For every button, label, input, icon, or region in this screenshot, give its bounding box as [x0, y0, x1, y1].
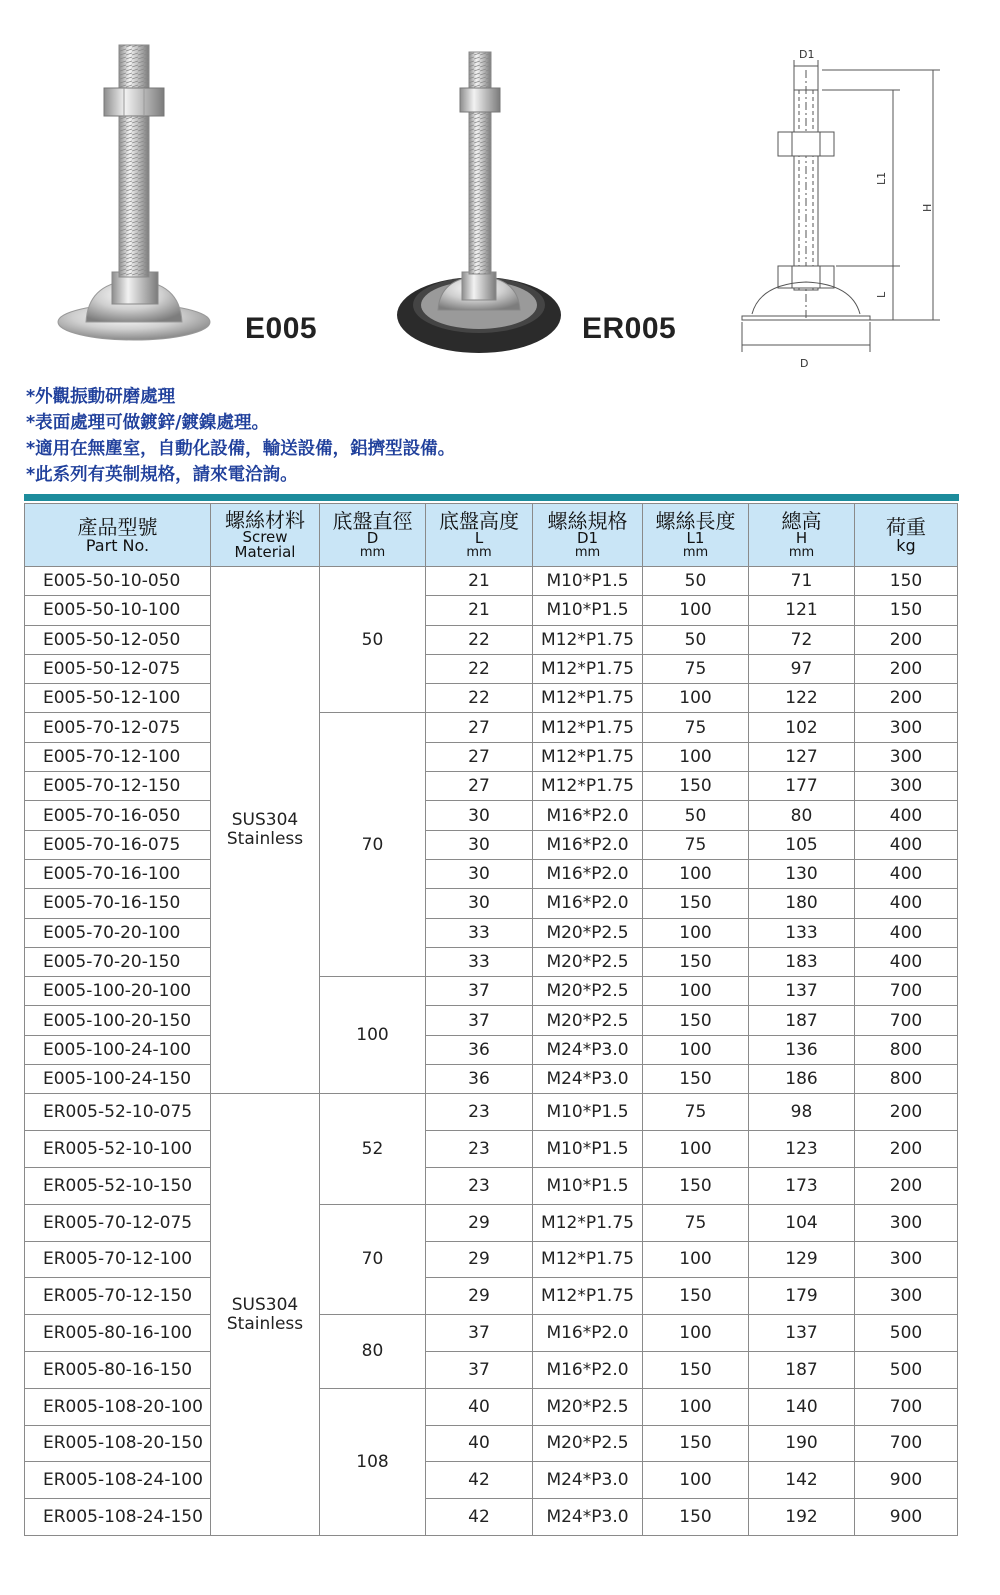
- table-row: [25, 1315, 958, 1352]
- cell-total-height: 133: [749, 918, 855, 947]
- table-row: [25, 918, 958, 947]
- diagram-label-d1: D1: [799, 48, 815, 61]
- table-header-row: [25, 504, 958, 567]
- cell-thread-spec: M16*P2.0: [533, 830, 643, 859]
- cell-thread-spec: M20*P2.5: [533, 1388, 643, 1425]
- cell-part-no: E005-70-16-075: [25, 830, 211, 859]
- table-row: [25, 567, 958, 596]
- cell-thread-spec: M16*P2.0: [533, 889, 643, 918]
- cell-part-no: E005-70-12-100: [25, 742, 211, 771]
- cell-part-no: E005-70-16-150: [25, 889, 211, 918]
- cell-base-height: 37: [426, 1006, 533, 1035]
- cell-thread-length: 75: [643, 1094, 749, 1131]
- cell-total-height: 140: [749, 1388, 855, 1425]
- er005-photo: [397, 52, 561, 353]
- spec-table: [24, 503, 958, 1536]
- cell-total-height: 187: [749, 1006, 855, 1035]
- cell-load: 900: [855, 1462, 958, 1499]
- table-row: [25, 1388, 958, 1425]
- cell-thread-spec: M16*P2.0: [533, 801, 643, 830]
- cell-part-no: ER005-70-12-100: [25, 1241, 211, 1278]
- table-row: [25, 1065, 958, 1094]
- cell-base-diameter: 70: [320, 1204, 426, 1314]
- cell-thread-spec: M20*P2.5: [533, 977, 643, 1006]
- cell-base-height: 30: [426, 859, 533, 888]
- header-total-height: 總高 H mm: [749, 504, 855, 567]
- cell-thread-spec: M24*P3.0: [533, 1462, 643, 1499]
- cell-total-height: 137: [749, 977, 855, 1006]
- cell-load: 400: [855, 801, 958, 830]
- cell-thread-spec: M16*P2.0: [533, 1315, 643, 1352]
- cell-thread-length: 150: [643, 1351, 749, 1388]
- cell-part-no: E005-50-10-100: [25, 596, 211, 625]
- cell-thread-length: 150: [643, 947, 749, 976]
- cell-total-height: 72: [749, 625, 855, 654]
- cell-part-no: E005-50-12-100: [25, 684, 211, 713]
- diagram-label-h: H: [921, 203, 934, 212]
- cell-thread-spec: M10*P1.5: [533, 596, 643, 625]
- table-row: [25, 830, 958, 859]
- cell-load: 300: [855, 772, 958, 801]
- cell-load: 200: [855, 1094, 958, 1131]
- cell-thread-length: 150: [643, 1499, 749, 1536]
- header-base-diameter: 底盤直徑 D mm: [320, 504, 426, 567]
- cell-base-height: 29: [426, 1204, 533, 1241]
- cell-base-height: 40: [426, 1425, 533, 1462]
- cell-part-no: E005-70-20-150: [25, 947, 211, 976]
- cell-base-height: 21: [426, 596, 533, 625]
- cell-load: 700: [855, 1425, 958, 1462]
- cell-total-height: 122: [749, 684, 855, 713]
- cell-thread-length: 150: [643, 772, 749, 801]
- cell-thread-length: 100: [643, 1035, 749, 1064]
- cell-load: 200: [855, 625, 958, 654]
- table-body: [25, 567, 958, 1536]
- cell-thread-spec: M16*P2.0: [533, 1351, 643, 1388]
- diagram-label-l1: L1: [875, 171, 888, 185]
- header-base-height: 底盤高度 L mm: [426, 504, 533, 567]
- cell-base-height: 33: [426, 918, 533, 947]
- cell-load: 200: [855, 684, 958, 713]
- cell-load: 300: [855, 713, 958, 742]
- cell-base-height: 30: [426, 801, 533, 830]
- cell-part-no: ER005-108-24-150: [25, 1499, 211, 1536]
- cell-part-no: E005-100-20-150: [25, 1006, 211, 1035]
- cell-base-height: 23: [426, 1167, 533, 1204]
- cell-part-no: E005-50-12-050: [25, 625, 211, 654]
- cell-load: 500: [855, 1315, 958, 1352]
- cell-part-no: E005-50-12-075: [25, 654, 211, 683]
- cell-thread-length: 150: [643, 1006, 749, 1035]
- cell-thread-spec: M10*P1.5: [533, 1131, 643, 1168]
- material-line2: Stainless: [226, 1313, 304, 1334]
- cell-part-no: E005-100-20-100: [25, 977, 211, 1006]
- cell-thread-length: 50: [643, 801, 749, 830]
- cell-load: 150: [855, 567, 958, 596]
- table-row: [25, 859, 958, 888]
- cell-base-diameter: 100: [320, 977, 426, 1094]
- header-thread-length: 螺絲長度 L1 mm: [643, 504, 749, 567]
- cell-base-diameter: 70: [320, 713, 426, 977]
- cell-base-diameter: 80: [320, 1315, 426, 1389]
- diagram-label-l: L: [875, 291, 888, 298]
- header-load: 荷重 kg: [855, 504, 958, 567]
- cell-part-no: E005-70-16-050: [25, 801, 211, 830]
- cell-thread-spec: M12*P1.75: [533, 625, 643, 654]
- cell-base-height: 23: [426, 1094, 533, 1131]
- cell-part-no: ER005-108-20-150: [25, 1425, 211, 1462]
- table-row: [25, 977, 958, 1006]
- table-row: [25, 801, 958, 830]
- cell-thread-length: 100: [643, 1131, 749, 1168]
- cell-thread-spec: M24*P3.0: [533, 1065, 643, 1094]
- cell-base-diameter: 52: [320, 1094, 426, 1204]
- table-row: [25, 1035, 958, 1064]
- cell-total-height: 136: [749, 1035, 855, 1064]
- diagram-label-d: D: [800, 357, 809, 370]
- cell-base-height: 21: [426, 567, 533, 596]
- cell-total-height: 97: [749, 654, 855, 683]
- cell-total-height: 187: [749, 1351, 855, 1388]
- note-plating: *表面處理可做鍍鋅/鍍鎳處理。: [26, 413, 270, 433]
- table-row: [25, 713, 958, 742]
- material-line1: SUS304: [231, 810, 299, 831]
- cell-thread-spec: M20*P2.5: [533, 1006, 643, 1035]
- cell-base-height: 29: [426, 1241, 533, 1278]
- cell-part-no: E005-100-24-150: [25, 1065, 211, 1094]
- cell-thread-spec: M12*P1.75: [533, 713, 643, 742]
- cell-thread-spec: M20*P2.5: [533, 947, 643, 976]
- cell-base-height: 30: [426, 889, 533, 918]
- table-row: [25, 1462, 958, 1499]
- cell-part-no: E005-70-20-100: [25, 918, 211, 947]
- cell-thread-spec: M12*P1.75: [533, 1278, 643, 1315]
- table-row: [25, 1131, 958, 1168]
- note-imperial: *此系列有英制規格，請來電洽詢。: [26, 465, 298, 485]
- cell-thread-length: 100: [643, 977, 749, 1006]
- cell-thread-length: 50: [643, 567, 749, 596]
- cell-part-no: E005-100-24-100: [25, 1035, 211, 1064]
- cell-thread-spec: M12*P1.75: [533, 742, 643, 771]
- cell-load: 700: [855, 1388, 958, 1425]
- cell-part-no: ER005-52-10-100: [25, 1131, 211, 1168]
- cell-thread-length: 100: [643, 684, 749, 713]
- cell-total-height: 71: [749, 567, 855, 596]
- cell-total-height: 192: [749, 1499, 855, 1536]
- cell-thread-length: 75: [643, 830, 749, 859]
- cell-load: 150: [855, 596, 958, 625]
- header-material: 螺絲材料 Screw Material: [211, 504, 320, 567]
- header-part-no: 產品型號 Part No.: [25, 504, 211, 567]
- cell-thread-spec: M12*P1.75: [533, 684, 643, 713]
- cell-thread-spec: M12*P1.75: [533, 772, 643, 801]
- cell-base-height: 42: [426, 1499, 533, 1536]
- cell-base-height: 37: [426, 977, 533, 1006]
- cell-base-height: 22: [426, 654, 533, 683]
- product-photos: [0, 0, 1000, 375]
- cell-load: 700: [855, 977, 958, 1006]
- cell-base-height: 23: [426, 1131, 533, 1168]
- cell-total-height: 104: [749, 1204, 855, 1241]
- cell-part-no: E005-70-12-075: [25, 713, 211, 742]
- cell-total-height: 173: [749, 1167, 855, 1204]
- cell-base-height: 22: [426, 625, 533, 654]
- table-row: [25, 1006, 958, 1035]
- cell-base-height: 36: [426, 1065, 533, 1094]
- cell-thread-length: 50: [643, 625, 749, 654]
- cell-total-height: 137: [749, 1315, 855, 1352]
- cell-part-no: ER005-52-10-075: [25, 1094, 211, 1131]
- cell-thread-spec: M12*P1.75: [533, 1204, 643, 1241]
- cell-load: 300: [855, 1241, 958, 1278]
- table-row: [25, 1094, 958, 1131]
- cell-base-height: 42: [426, 1462, 533, 1499]
- cell-total-height: 179: [749, 1278, 855, 1315]
- cell-load: 300: [855, 1278, 958, 1315]
- cell-load: 500: [855, 1351, 958, 1388]
- cell-total-height: 80: [749, 801, 855, 830]
- cell-total-height: 186: [749, 1065, 855, 1094]
- cell-part-no: E005-50-10-050: [25, 567, 211, 596]
- cell-base-diameter: 50: [320, 567, 426, 713]
- cell-load: 400: [855, 859, 958, 888]
- feature-notes: [26, 384, 455, 488]
- cell-thread-length: 75: [643, 713, 749, 742]
- table-row: [25, 1351, 958, 1388]
- cell-load: 200: [855, 1167, 958, 1204]
- cell-material: [211, 1094, 320, 1536]
- cell-total-height: 105: [749, 830, 855, 859]
- table-row: [25, 1241, 958, 1278]
- cell-part-no: ER005-70-12-150: [25, 1278, 211, 1315]
- product-illustrations: [0, 0, 1000, 375]
- table-row: [25, 742, 958, 771]
- dimension-drawing: [742, 60, 940, 352]
- cell-base-height: 36: [426, 1035, 533, 1064]
- cell-thread-spec: M12*P1.75: [533, 654, 643, 683]
- cell-load: 400: [855, 947, 958, 976]
- cell-part-no: E005-70-12-150: [25, 772, 211, 801]
- table-row: [25, 625, 958, 654]
- cell-load: 900: [855, 1499, 958, 1536]
- cell-load: 400: [855, 889, 958, 918]
- table-row: [25, 772, 958, 801]
- cell-thread-length: 150: [643, 1167, 749, 1204]
- cell-base-height: 27: [426, 772, 533, 801]
- cell-total-height: 190: [749, 1425, 855, 1462]
- cell-total-height: 183: [749, 947, 855, 976]
- cell-total-height: 123: [749, 1131, 855, 1168]
- note-finish: *外觀振動研磨處理: [26, 387, 176, 407]
- table-row: [25, 1499, 958, 1536]
- cell-load: 400: [855, 918, 958, 947]
- cell-base-height: 33: [426, 947, 533, 976]
- table-row: [25, 1204, 958, 1241]
- table-row: [25, 1167, 958, 1204]
- cell-thread-spec: M10*P1.5: [533, 1167, 643, 1204]
- e005-label: E005: [245, 312, 318, 345]
- cell-thread-length: 100: [643, 1241, 749, 1278]
- cell-thread-length: 100: [643, 918, 749, 947]
- cell-thread-spec: M24*P3.0: [533, 1499, 643, 1536]
- cell-part-no: ER005-108-20-100: [25, 1388, 211, 1425]
- cell-load: 200: [855, 654, 958, 683]
- cell-total-height: 98: [749, 1094, 855, 1131]
- cell-part-no: ER005-80-16-100: [25, 1315, 211, 1352]
- cell-total-height: 180: [749, 889, 855, 918]
- cell-thread-spec: M16*P2.0: [533, 859, 643, 888]
- cell-part-no: ER005-80-16-150: [25, 1351, 211, 1388]
- table-row: [25, 889, 958, 918]
- cell-thread-length: 100: [643, 1462, 749, 1499]
- table-row: [25, 684, 958, 713]
- table-top-bar: [24, 494, 959, 501]
- cell-base-height: 37: [426, 1315, 533, 1352]
- cell-thread-spec: M24*P3.0: [533, 1035, 643, 1064]
- cell-base-height: 30: [426, 830, 533, 859]
- cell-thread-length: 75: [643, 654, 749, 683]
- cell-base-height: 37: [426, 1351, 533, 1388]
- er005-label: ER005: [582, 312, 677, 345]
- cell-thread-length: 150: [643, 1065, 749, 1094]
- cell-total-height: 102: [749, 713, 855, 742]
- cell-total-height: 129: [749, 1241, 855, 1278]
- cell-load: 700: [855, 1006, 958, 1035]
- note-applications: *適用在無塵室，自動化設備，輸送設備，鋁擠型設備。: [26, 439, 456, 459]
- cell-base-height: 40: [426, 1388, 533, 1425]
- cell-total-height: 121: [749, 596, 855, 625]
- cell-part-no: ER005-108-24-100: [25, 1462, 211, 1499]
- cell-base-height: 29: [426, 1278, 533, 1315]
- cell-thread-spec: M10*P1.5: [533, 567, 643, 596]
- cell-load: 800: [855, 1065, 958, 1094]
- cell-material: [211, 567, 320, 1094]
- table-row: [25, 947, 958, 976]
- cell-total-height: 142: [749, 1462, 855, 1499]
- cell-thread-length: 100: [643, 596, 749, 625]
- cell-thread-spec: M20*P2.5: [533, 918, 643, 947]
- cell-base-height: 27: [426, 742, 533, 771]
- cell-thread-spec: M10*P1.5: [533, 1094, 643, 1131]
- cell-thread-length: 100: [643, 1315, 749, 1352]
- cell-load: 800: [855, 1035, 958, 1064]
- cell-thread-length: 100: [643, 1388, 749, 1425]
- cell-load: 300: [855, 742, 958, 771]
- cell-part-no: E005-70-16-100: [25, 859, 211, 888]
- cell-load: 400: [855, 830, 958, 859]
- cell-base-height: 22: [426, 684, 533, 713]
- cell-thread-spec: M20*P2.5: [533, 1425, 643, 1462]
- cell-thread-length: 150: [643, 1278, 749, 1315]
- header-thread-spec: 螺絲規格 D1 mm: [533, 504, 643, 567]
- cell-thread-length: 75: [643, 1204, 749, 1241]
- e005-photo: [58, 45, 210, 340]
- table-row: [25, 654, 958, 683]
- material-line2: Stainless: [226, 829, 304, 850]
- table-row: [25, 1425, 958, 1462]
- cell-load: 300: [855, 1204, 958, 1241]
- cell-base-height: 27: [426, 713, 533, 742]
- cell-base-diameter: 108: [320, 1388, 426, 1535]
- cell-total-height: 127: [749, 742, 855, 771]
- cell-total-height: 130: [749, 859, 855, 888]
- cell-thread-length: 150: [643, 889, 749, 918]
- cell-load: 200: [855, 1131, 958, 1168]
- table-row: [25, 596, 958, 625]
- cell-thread-length: 100: [643, 859, 749, 888]
- cell-thread-spec: M12*P1.75: [533, 1241, 643, 1278]
- table-row: [25, 1278, 958, 1315]
- material-line1: SUS304: [231, 1294, 299, 1315]
- cell-thread-length: 100: [643, 742, 749, 771]
- cell-total-height: 177: [749, 772, 855, 801]
- cell-part-no: ER005-70-12-075: [25, 1204, 211, 1241]
- cell-part-no: ER005-52-10-150: [25, 1167, 211, 1204]
- cell-thread-length: 150: [643, 1425, 749, 1462]
